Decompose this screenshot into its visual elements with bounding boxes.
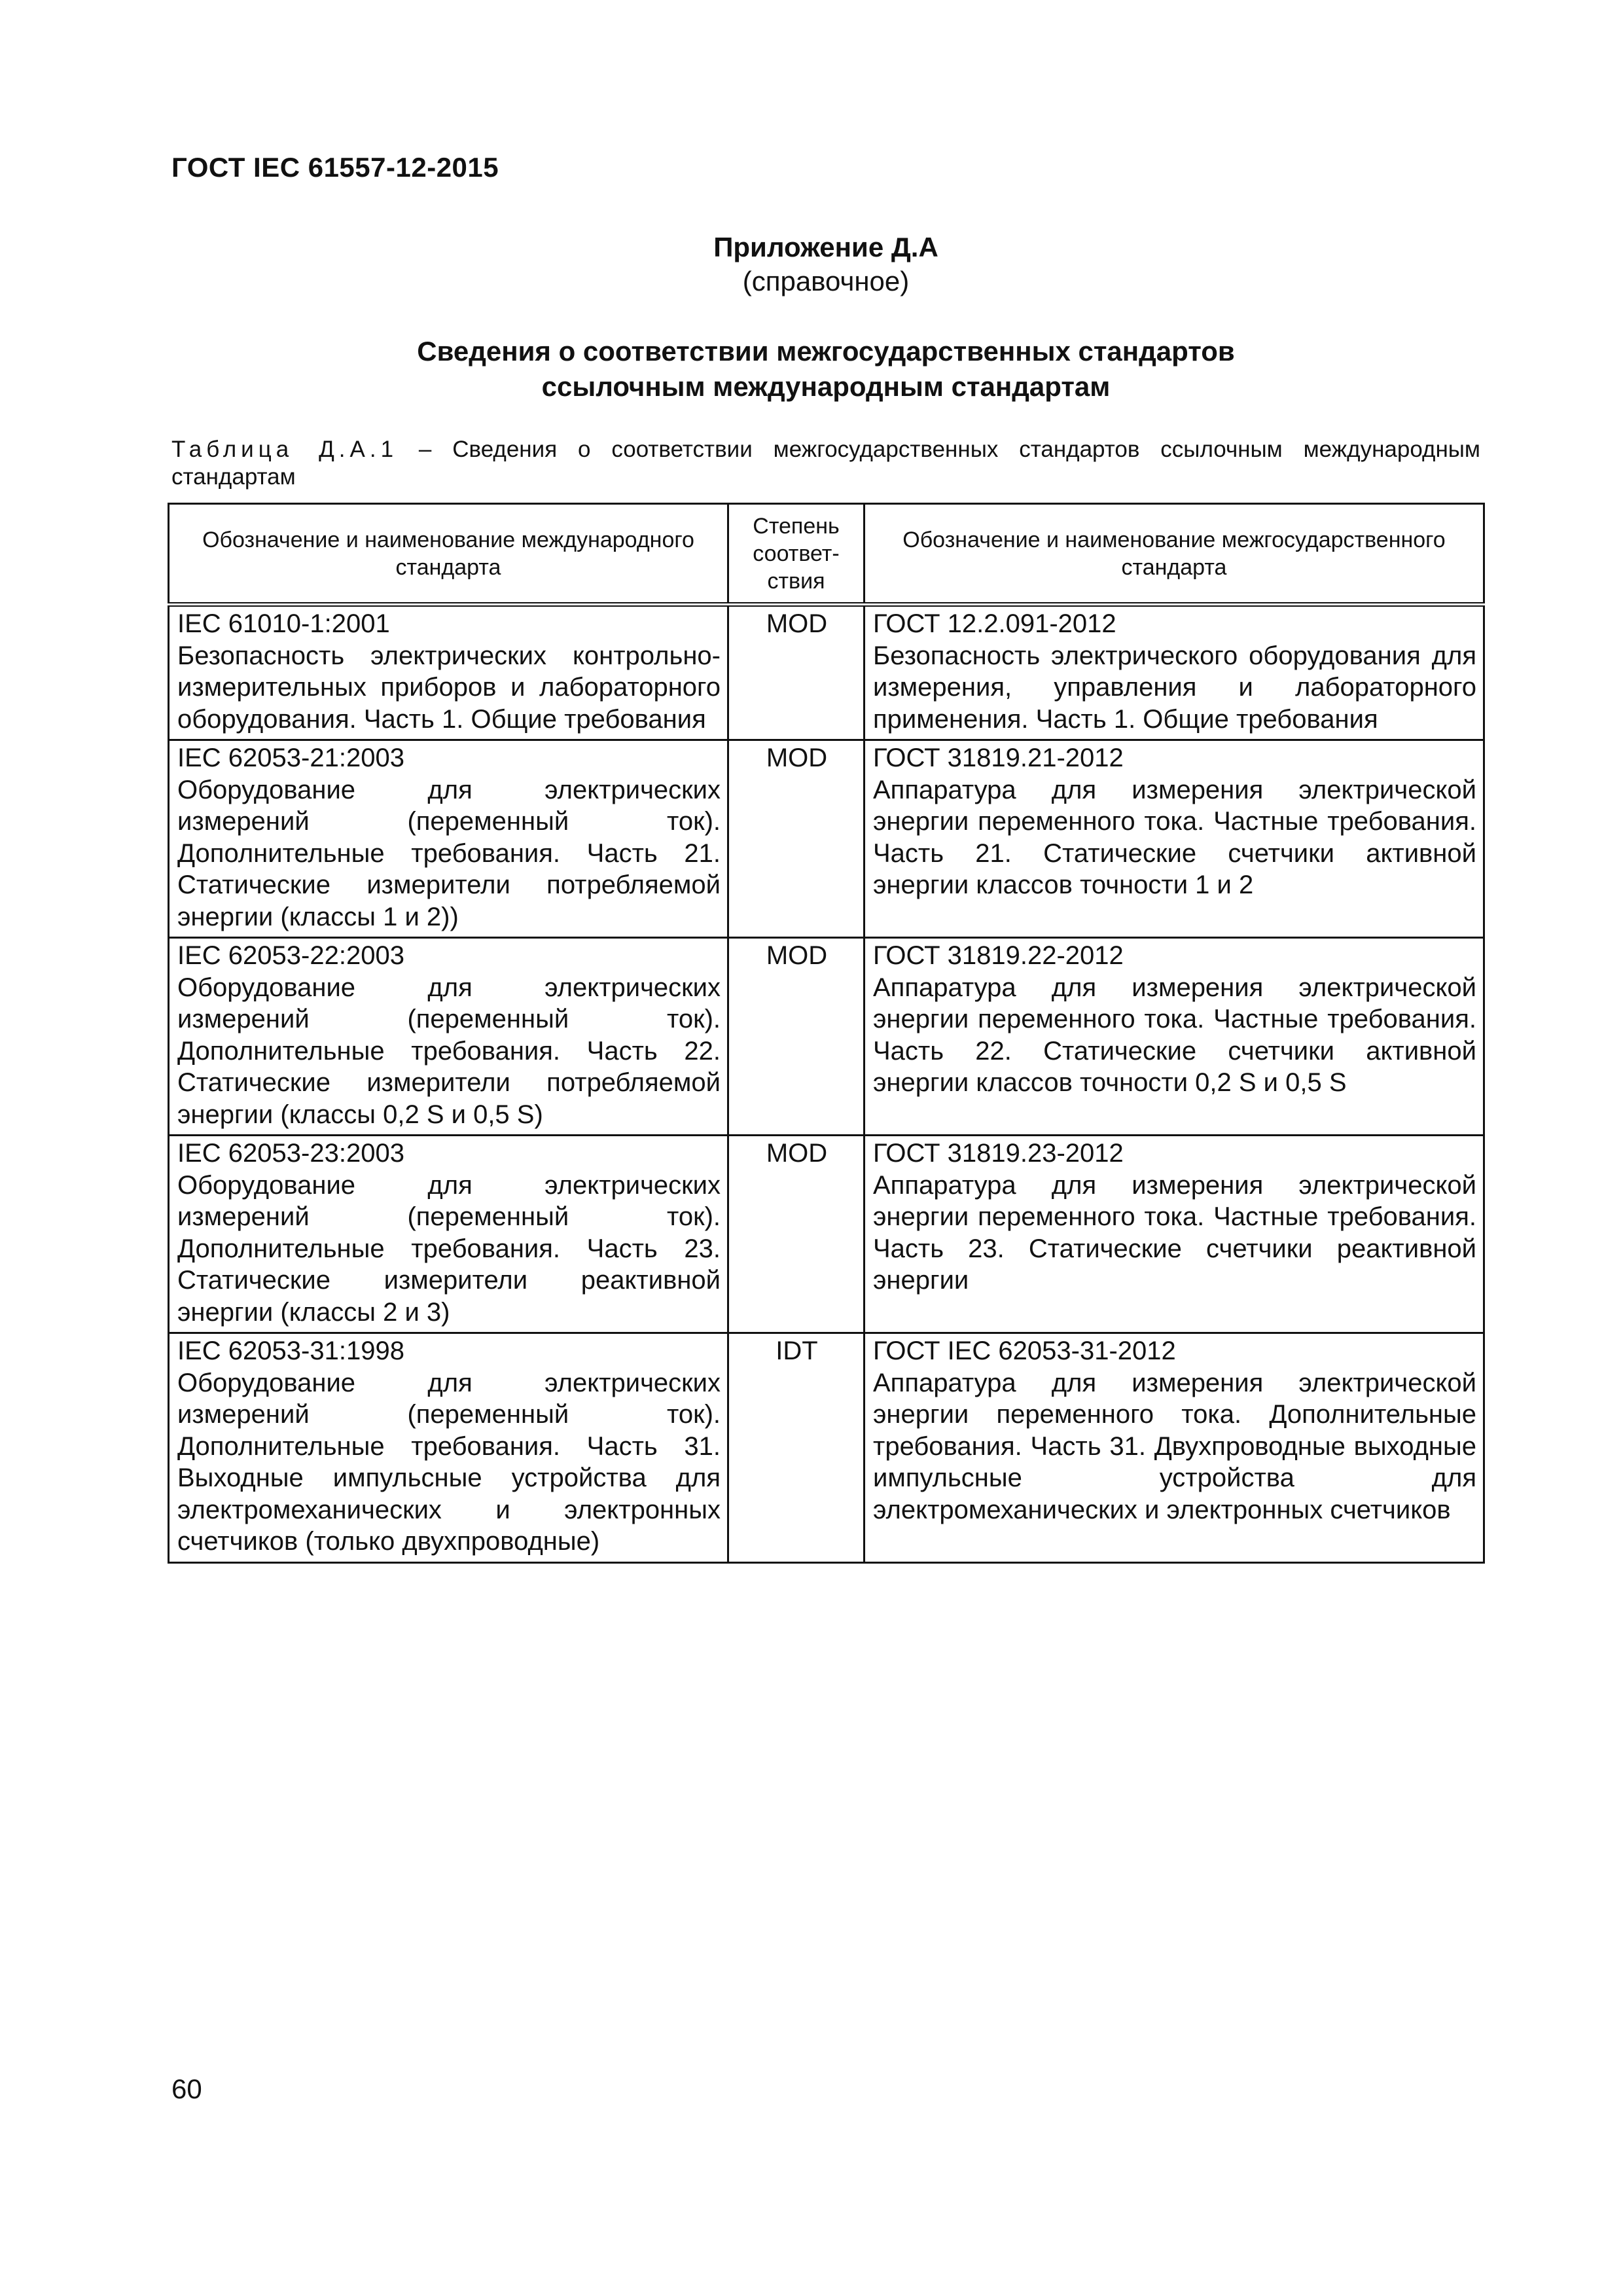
international-standard-name: Безопасность электрических контрольно-измерительных приборов и лабораторного оборудования. Часть 1. Общие требования <box>177 641 721 734</box>
table-row <box>169 938 1484 1136</box>
degree-of-correspondence: MOD <box>728 1136 865 1333</box>
interstate-standard-code: ГОСТ 31819.23-2012 <box>873 1139 1124 1168</box>
interstate-standard-cell <box>865 1333 1484 1563</box>
section-title-line-2: ссылочным международным стандартам <box>541 371 1111 402</box>
table-row <box>169 740 1484 938</box>
international-standard-name: Оборудование для электрических измерений (переменный ток). Дополнительные требования. Часть 21. Статические измерители потребляемой энергии (классы 1 и 2)) <box>177 775 721 931</box>
international-standard-cell <box>169 740 728 938</box>
international-standard-cell <box>169 938 728 1136</box>
interstate-standard-cell <box>865 605 1484 740</box>
degree-of-correspondence: IDT <box>728 1333 865 1563</box>
international-standard-code: IEC 62053-21:2003 <box>177 744 404 772</box>
international-standard-code: IEC 62053-23:2003 <box>177 1139 404 1168</box>
interstate-standard-code: ГОСТ 12.2.091-2012 <box>873 609 1116 638</box>
table-row <box>169 1333 1484 1563</box>
interstate-standard-name: Аппаратура для измерения электрической энергии переменного тока. Частные требования. Часть 21. Статические счетчики активной энергии классов точности 1 и 2 <box>873 775 1476 899</box>
interstate-standard-name: Безопасность электрического оборудования для измерения, управления и лабораторного применения. Часть 1. Общие требования <box>873 641 1476 734</box>
interstate-standard-name: Аппаратура для измерения электрической энергии переменного тока. Частные требования. Часть 23. Статические счетчики реактивной энергии <box>873 1170 1476 1295</box>
international-standard-name: Оборудование для электрических измерений (переменный ток). Дополнительные требования. Часть 31. Выходные импульсные устройства для электромеханических и электронных счетчиков (только двухпроводные) <box>177 1368 721 1556</box>
header-degree-of-correspondence: Степень соответ-ствия <box>728 504 865 605</box>
table-caption-text: – Сведения о соответствии межгосударственных стандартов ссылочным международным стандартам <box>171 437 1480 490</box>
international-standard-code: IEC 62053-31:1998 <box>177 1336 404 1365</box>
interstate-standard-code: ГОСТ 31819.22-2012 <box>873 941 1124 970</box>
header-interstate-standard: Обозначение и наименование межгосударственного стандарта <box>865 504 1484 605</box>
header-international-standard: Обозначение и наименование международного стандарта <box>169 504 728 605</box>
table-row <box>169 605 1484 740</box>
international-standard-cell <box>169 1136 728 1333</box>
appendix-title: Приложение Д.А <box>713 232 938 262</box>
section-title <box>171 334 1480 404</box>
degree-of-correspondence: MOD <box>728 740 865 938</box>
interstate-standard-name: Аппаратура для измерения электрической энергии переменного тока. Частные требования. Часть 22. Статические счетчики активной энергии классов точности 0,2 S и 0,5 S <box>873 973 1476 1097</box>
table-header-row <box>169 504 1484 605</box>
table-row <box>169 1136 1484 1333</box>
interstate-standard-code: ГОСТ 31819.21-2012 <box>873 744 1124 772</box>
standards-correspondence-table <box>168 503 1485 1564</box>
interstate-standard-cell <box>865 740 1484 938</box>
international-standard-cell <box>169 605 728 740</box>
degree-of-correspondence: MOD <box>728 938 865 1136</box>
page-number: 60 <box>171 2073 202 2104</box>
document-header-code: ГОСТ IEC 61557-12-2015 <box>171 152 499 183</box>
appendix-kind: (справочное) <box>742 266 910 296</box>
interstate-standard-code: ГОСТ IEC 62053-31-2012 <box>873 1336 1176 1365</box>
international-standard-name: Оборудование для электрических измерений (переменный ток). Дополнительные требования. Часть 23. Статические измерители реактивной энергии (классы 2 и 3) <box>177 1170 721 1327</box>
table-caption <box>171 436 1480 491</box>
international-standard-code: IEC 61010-1:2001 <box>177 609 390 638</box>
interstate-standard-name: Аппаратура для измерения электрической энергии переменного тока. Дополнительные требования. Часть 31. Двухпроводные выходные импульсные устройства для электромеханических и электронных счетчиков <box>873 1368 1476 1524</box>
international-standard-cell <box>169 1333 728 1563</box>
section-title-line-1: Сведения о соответствии межгосударственных стандартов <box>417 336 1235 367</box>
degree-of-correspondence: MOD <box>728 605 865 740</box>
interstate-standard-cell <box>865 938 1484 1136</box>
international-standard-name: Оборудование для электрических измерений (переменный ток). Дополнительные требования. Часть 22. Статические измерители потребляемой энергии (классы 0,2 S и 0,5 S) <box>177 973 721 1129</box>
international-standard-code: IEC 62053-22:2003 <box>177 941 404 970</box>
interstate-standard-cell <box>865 1136 1484 1333</box>
table-caption-label: Таблица Д.А.1 <box>171 437 399 462</box>
